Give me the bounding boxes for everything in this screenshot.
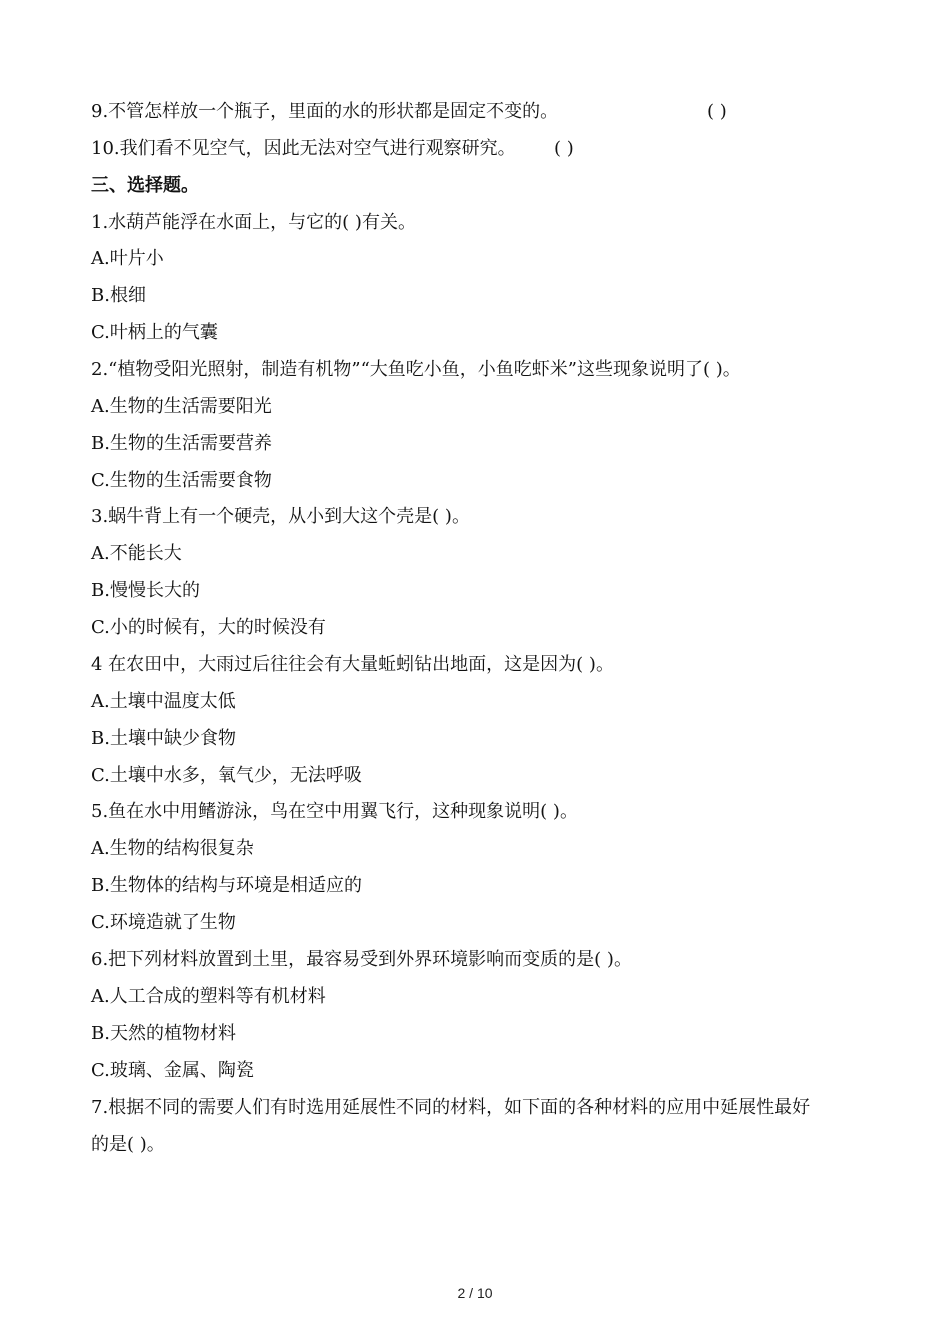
question-stem-7: 7.根据不同的需要人们有时选用延展性不同的材料，如下面的各种材料的应用中延展性最好 (91, 1097, 811, 1118)
option-6c: C.玻璃、金属、陶瓷 (91, 1060, 254, 1081)
question-stem-2: 2.“植物受阳光照射，制造有机物”“大鱼吃小鱼，小鱼吃虾米”这些现象说明了( )。 (91, 359, 741, 380)
tf-item-9: 9.不管怎样放一个瓶子，里面的水的形状都是固定不变的。 (91, 101, 559, 122)
question-stem-5: 5.鱼在水中用鳍游泳，鸟在空中用翼飞行，这种现象说明( )。 (91, 801, 578, 822)
option-2a: A.生物的生活需要阳光 (91, 396, 272, 417)
tf-answer-blank-9: ( ) (707, 101, 727, 122)
option-4a: A.土壤中温度太低 (91, 691, 236, 712)
question-stem-4: 4 在农田中，大雨过后往往会有大量蚯蚓钻出地面，这是因为( )。 (91, 654, 614, 675)
option-5c: C.环境造就了生物 (91, 912, 236, 933)
section-title: 三、选择题。 (91, 175, 199, 196)
option-2b: B.生物的生活需要营养 (91, 433, 272, 454)
option-5a: A.生物的结构很复杂 (91, 838, 254, 859)
question-stem-3: 3.蜗牛背上有一个硬壳，从小到大这个壳是( )。 (91, 506, 470, 527)
option-4c: C.土壤中水多，氧气少，无法呼吸 (91, 765, 362, 786)
option-2c: C.生物的生活需要食物 (91, 470, 272, 491)
option-3c: C.小的时候有，大的时候没有 (91, 617, 326, 638)
option-4b: B.土壤中缺少食物 (91, 728, 236, 749)
tf-item-10: 10.我们看不见空气，因此无法对空气进行观察研究。 (91, 138, 516, 159)
option-6a: A.人工合成的塑料等有机材料 (91, 986, 326, 1007)
option-1a: A.叶片小 (91, 248, 164, 269)
option-5b: B.生物体的结构与环境是相适应的 (91, 875, 362, 896)
option-1c: C.叶柄上的气囊 (91, 322, 218, 343)
option-1b: B.根细 (91, 285, 146, 306)
option-6b: B.天然的植物材料 (91, 1023, 236, 1044)
question-stem-1: 1.水葫芦能浮在水面上，与它的( )有关。 (91, 212, 416, 233)
option-3b: B.慢慢长大的 (91, 580, 200, 601)
question-stem-7-continued: 的是( )。 (91, 1134, 165, 1155)
option-3a: A.不能长大 (91, 543, 182, 564)
page-number: 2 / 10 (457, 1285, 493, 1301)
tf-answer-blank-10: ( ) (554, 138, 574, 159)
question-stem-6: 6.把下列材料放置到土里，最容易受到外界环境影响而变质的是( )。 (91, 949, 632, 970)
